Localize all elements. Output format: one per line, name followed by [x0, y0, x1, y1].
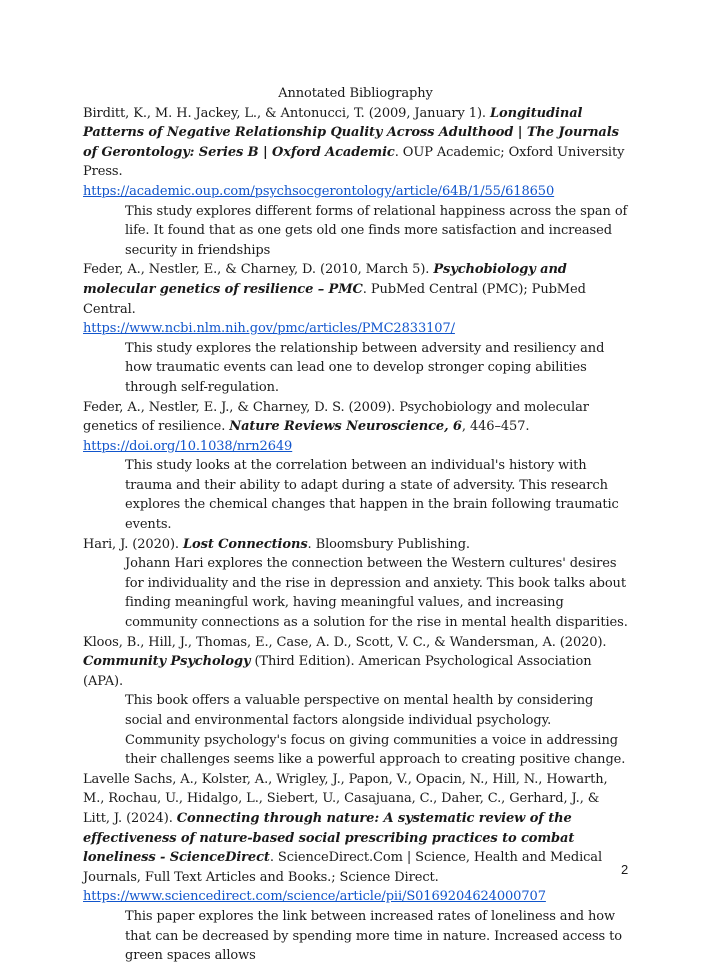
citation-publisher: . OUP Academic; Oxford University Press. [83, 144, 625, 180]
citation-publisher: . PubMed Central (PMC); PubMed Central. [83, 281, 586, 317]
citation-url-line [83, 182, 628, 202]
citation-publisher: (Third Edition). American Psychological Association (APA). [83, 654, 592, 689]
citation-url-line [83, 887, 628, 907]
citation-authors: Feder, A., Nestler, E., & Charney, D. (2010, March 5). [83, 262, 434, 278]
citation [83, 535, 628, 555]
citation-authors: Lavelle Sachs, A., Kolster, A., Wrigley, J., Papon, V., Opacin, N., Hill, N., Howarth, M., Rochau, U., Hidalgo, L., Siebert, U., Casajuana, C., Daher, C., Gerhard, J., & Litt, J. (2024). [83, 771, 608, 826]
bibliography-entry [83, 535, 628, 633]
citation [83, 104, 628, 182]
bibliography-entry [83, 770, 628, 966]
citation-link[interactable]: https://doi.org/10.1038/nrn2649 [83, 438, 293, 454]
citation-publisher: . Bloomsbury Publishing. [307, 536, 470, 552]
annotation: This paper explores the link between increased rates of loneliness and how that can be decreased by spending more time in nature. Increased access to green spaces allows [125, 908, 623, 964]
annotation: Johann Hari explores the connection between the Western cultures' desires for individuality and the rise in depression and anxiety. This book talks about finding meaningful work, having meaningful values, and increasing community connections as a solution for the rise in mental health disparities. [125, 556, 628, 631]
citation-publisher: . ScienceDirect.Com | Science, Health and Medical Journals, Full Text Articles and Books.; Science Direct. [83, 850, 603, 885]
bibliography-entry [83, 398, 628, 535]
citation-journal: Nature Reviews Neuroscience, 6 [229, 419, 462, 435]
citation-link[interactable]: https://academic.oup.com/psychsocgerontology/article/64B/1/55/618650 [83, 183, 555, 199]
page-title: Annotated Bibliography [278, 86, 433, 101]
citation-authors: Kloos, B., Hill, J., Thomas, E., Case, A. D., Scott, V. C., & Wandersman, A. (2020). [83, 634, 607, 650]
citation-title: Psychobiology and molecular genetics of resilience – PMC [83, 262, 567, 297]
citation-authors: Feder, A., Nestler, E. J., & Charney, D. S. (2009). Psychobiology and molecular genetics of resilience. [83, 399, 589, 435]
citation [83, 770, 628, 888]
bibliography-entry [83, 104, 628, 261]
annotation: This study looks at the correlation between an individual's history with trauma and their ability to adapt during a state of adversity. This research explores the chemical changes that happen in the brain following traumatic events. [125, 458, 619, 533]
citation [83, 398, 628, 457]
citation [83, 633, 628, 692]
citation-title: Connecting through nature: A systematic review of the effectiveness of nature-based social prescribing practices to combat loneliness - ScienceDirect [83, 810, 575, 866]
citation-link[interactable]: https://www.ncbi.nlm.nih.gov/pmc/articles/PMC2833107/ [83, 321, 455, 337]
citation-authors: Hari, J. (2020). [83, 536, 183, 552]
annotation: This book offers a valuable perspective on mental health by considering social and environmental factors alongside individual psychology. Community psychology's focus on giving communities a voice in addressing their challenges seems like a powerful approach to creating positive change. [125, 693, 626, 768]
citation-link[interactable]: https://www.sciencedirect.com/science/article/pii/S0169204624000707 [83, 889, 546, 905]
citation [83, 260, 628, 319]
bibliography-entry [83, 633, 628, 770]
bibliography-entry [83, 260, 628, 397]
citation-authors: Birditt, K., M. H. Jackey, L., & Antonucci, T. (2009, January 1). [83, 105, 490, 121]
citation-title: Community Psychology [83, 654, 251, 670]
citation-title: Longitudinal Patterns of Negative Relationship Quality Across Adulthood | The Journals of Gerontology: Series B | Oxford Academic [83, 105, 619, 160]
document-body [83, 84, 628, 966]
citation-pages: , 446–457. [461, 419, 530, 435]
annotation: This study explores the relationship between adversity and resiliency and how traumatic events can lead one to develop stronger coping abilities through self-regulation. [125, 340, 605, 395]
annotation: This study explores different forms of relational happiness across the span of life. It found that as one gets old one finds more satisfaction and increased security in friendships [125, 203, 628, 258]
citation-title: Lost Connections [182, 536, 308, 552]
citation-url-line [83, 319, 628, 339]
page-number: 2 [621, 862, 629, 877]
